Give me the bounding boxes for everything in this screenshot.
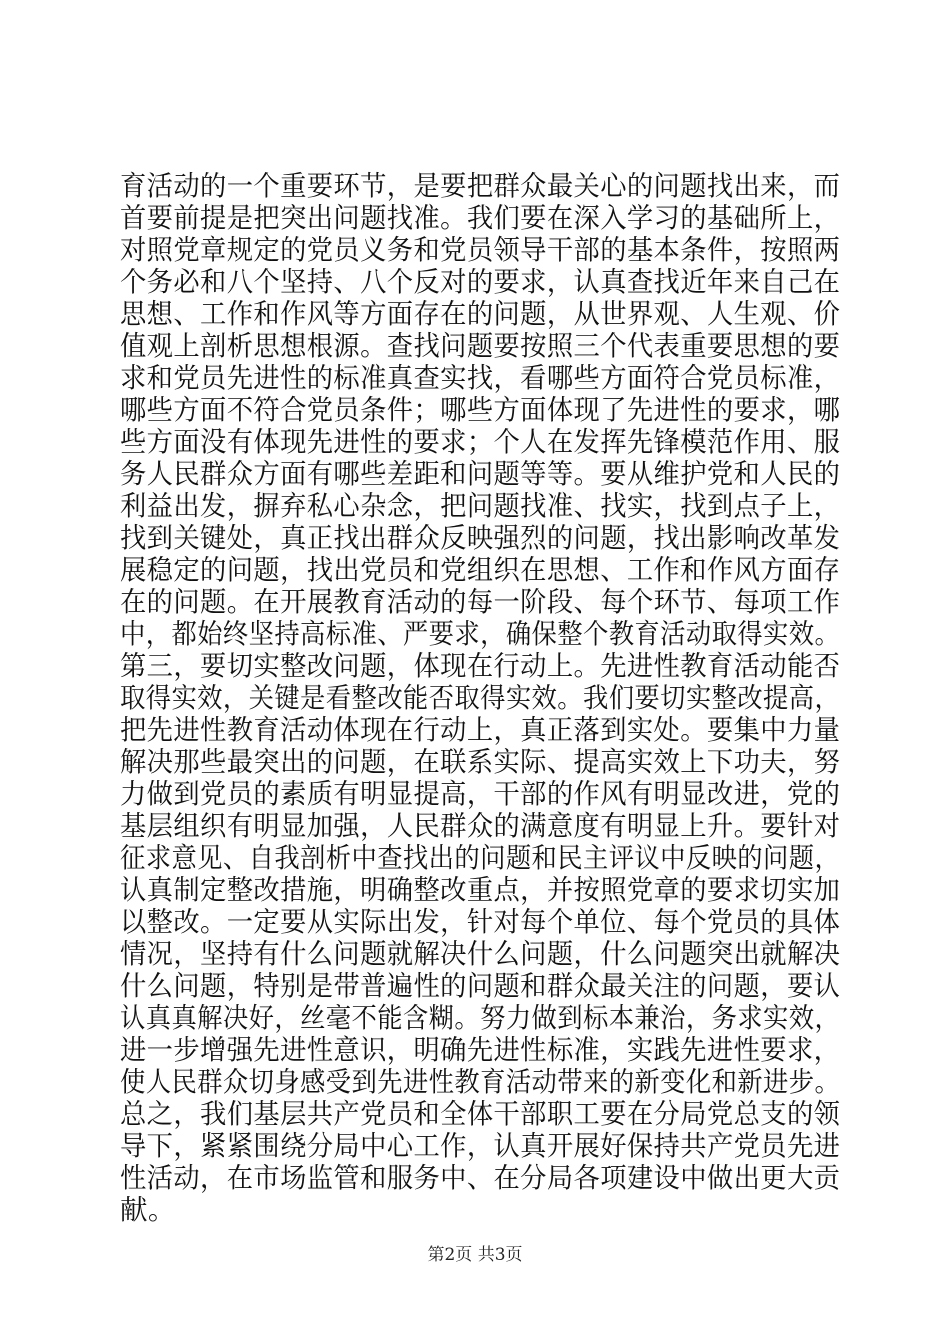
text-line: 值观上剖析思想根源。查找问题要按照三个代表重要思想的要 (120, 330, 841, 362)
text-line: 思想、工作和作风等方面存在的问题，从世界观、人生观、价 (120, 298, 841, 330)
text-line: 利益出发，摒弃私心杂念，把问题找准、找实，找到点子上， (120, 490, 841, 522)
text-line: 中，都始终坚持高标准、严要求，确保整个教育活动取得实效。 (120, 618, 841, 650)
text-line: 认真制定整改措施，明确整改重点，并按照党章的要求切实加 (120, 874, 841, 906)
text-line: 个务必和八个坚持、八个反对的要求，认真查找近年来自己在 (120, 266, 841, 298)
text-line: 情况，坚持有什么问题就解决什么问题，什么问题突出就解决 (120, 938, 841, 970)
text-line: 求和党员先进性的标准真查实找，看哪些方面符合党员标准， (120, 362, 841, 394)
text-line: 对照党章规定的党员义务和党员领导干部的基本条件，按照两 (120, 234, 841, 266)
text-line: 些方面没有体现先进性的要求；个人在发挥先锋模范作用、服 (120, 426, 841, 458)
text-line: 认真真解决好，丝毫不能含糊。努力做到标本兼治，务求实效， (120, 1002, 841, 1034)
text-line: 性活动，在市场监管和服务中、在分局各项建设中做出更大贡 (120, 1162, 841, 1194)
text-line: 征求意见、自我剖析中查找出的问题和民主评议中反映的问题， (120, 842, 841, 874)
page-indicator: 第2页 共3页 (427, 1245, 523, 1265)
text-line: 第三，要切实整改问题，体现在行动上。先进性教育活动能否 (120, 650, 841, 682)
text-line: 务人民群众方面有哪些差距和问题等等。要从维护党和人民的 (120, 458, 841, 490)
text-line: 什么问题，特别是带普遍性的问题和群众最关注的问题，要认 (120, 970, 841, 1002)
text-line: 基层组织有明显加强，人民群众的满意度有明显上升。要针对 (120, 810, 841, 842)
text-line: 哪些方面不符合党员条件；哪些方面体现了先进性的要求，哪 (120, 394, 841, 426)
text-line: 首要前提是把突出问题找准。我们要在深入学习的基础所上， (120, 202, 841, 234)
text-line: 进一步增强先进性意识，明确先进性标准，实践先进性要求， (120, 1034, 841, 1066)
text-line: 使人民群众切身感受到先进性教育活动带来的新变化和新进步。 (120, 1066, 841, 1098)
text-line: 展稳定的问题，找出党员和党组织在思想、工作和作风方面存 (120, 554, 841, 586)
text-line: 育活动的一个重要环节，是要把群众最关心的问题找出来，而 (120, 170, 841, 202)
text-line: 献。 (120, 1194, 176, 1226)
text-line: 找到关键处，真正找出群众反映强烈的问题，找出影响改革发 (120, 522, 841, 554)
text-line: 导下，紧紧围绕分局中心工作，认真开展好保持共产党员先进 (120, 1130, 841, 1162)
body-text (120, 170, 840, 1226)
text-line: 以整改。一定要从实际出发，针对每个单位、每个党员的具体 (120, 906, 841, 938)
text-line: 取得实效，关键是看整改能否取得实效。我们要切实整改提高， (120, 682, 841, 714)
text-line: 总之，我们基层共产党员和全体干部职工要在分局党总支的领 (120, 1098, 841, 1130)
text-line: 把先进性教育活动体现在行动上，真正落到实处。要集中力量 (120, 714, 841, 746)
text-line: 力做到党员的素质有明显提高，干部的作风有明显改进，党的 (120, 778, 841, 810)
text-line: 在的问题。在开展教育活动的每一阶段、每个环节、每项工作 (120, 586, 841, 618)
text-line: 解决那些最突出的问题，在联系实际、提高实效上下功夫，努 (120, 746, 841, 778)
